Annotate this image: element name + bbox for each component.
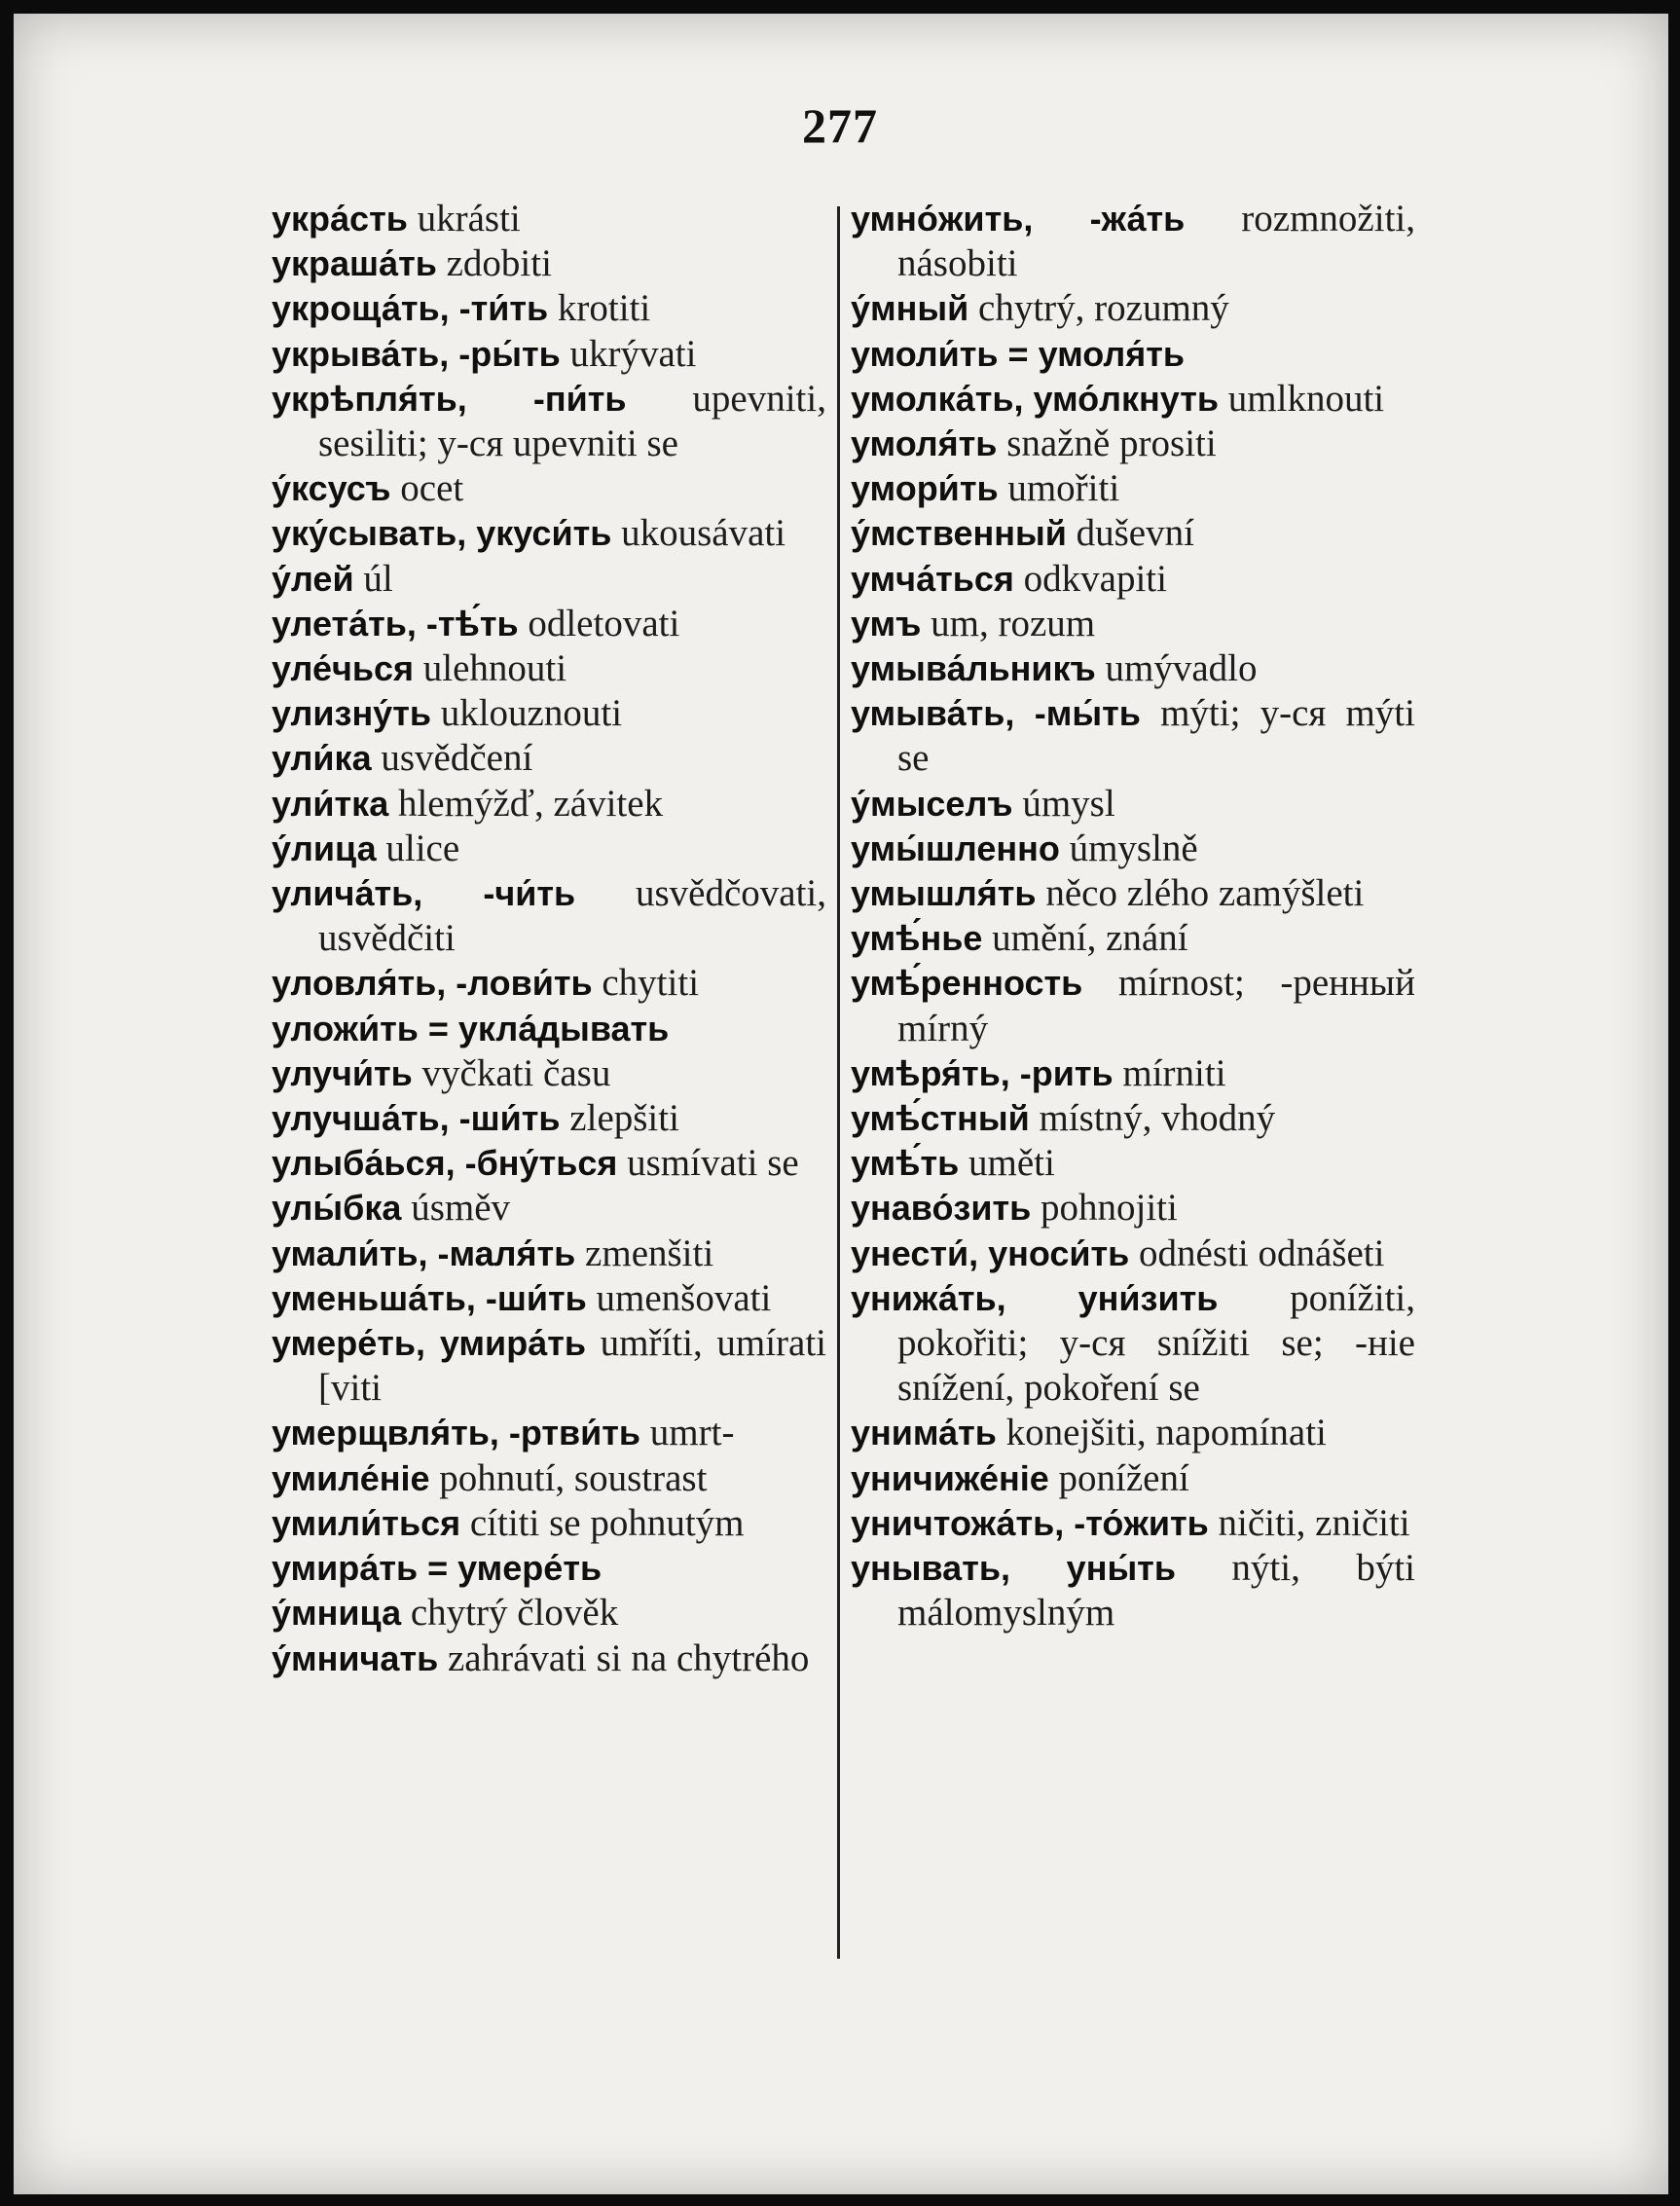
entry-headword: умышля́ть (851, 873, 1037, 914)
right-column (851, 197, 1415, 1636)
entry-headword: умѣ́ренность (851, 963, 1083, 1004)
entry-translation: ničiti, zničiti (1208, 1501, 1410, 1544)
entry-translation: nýti, býti málomyslným (897, 1547, 1415, 1635)
entry-translation: zmenšiti (575, 1232, 714, 1274)
entry-translation: úmysl (1012, 782, 1115, 825)
entry-translation: mírnost; -ренный mírný (897, 962, 1415, 1049)
entry-translation: úsměv (401, 1187, 511, 1230)
entry-headword: уловля́ть, -лови́ть (272, 963, 593, 1004)
dictionary-entry (272, 691, 826, 736)
entry-headword: ули́тка (272, 783, 389, 824)
entry-headword: унима́ть (851, 1413, 997, 1453)
entry-headword: унаво́зить (851, 1188, 1032, 1229)
dictionary-entry (272, 1501, 826, 1546)
entry-translation: úmyslně (1059, 827, 1198, 869)
entry-translation: odnésti odnášeti (1129, 1232, 1385, 1274)
dictionary-entry (272, 241, 826, 286)
entry-translation: usvědčovati, usvědčiti (318, 872, 826, 960)
entry-headword: улучи́ть (272, 1052, 413, 1093)
entry-headword: уложи́ть = укла́дывать (272, 1008, 670, 1048)
entry-headword: уменьша́ть, -ши́ть (272, 1277, 587, 1318)
entry-headword: у́ксусъ (272, 468, 391, 509)
entry-headword: унывать, уны́ть (851, 1548, 1176, 1589)
entry-translation: usmívati se (617, 1142, 799, 1185)
entry-translation: cítiti se pohnutým (460, 1501, 745, 1544)
entry-translation: pohnojiti (1031, 1187, 1178, 1230)
dictionary-entry (272, 827, 826, 871)
dictionary-entry (851, 466, 1415, 511)
entry-translation: ukrývati (560, 332, 697, 375)
dictionary-entry (272, 332, 826, 377)
dictionary-entry (851, 916, 1415, 961)
entry-translation: um, rozum (921, 602, 1096, 644)
entry-headword: умили́ться (272, 1502, 461, 1543)
entry-headword: ули́ка (272, 738, 372, 779)
entry-translation: ocet (390, 467, 464, 510)
entry-translation: rozmnožiti, násobiti (897, 198, 1415, 285)
entry-headword: умыва́ть, -мы́ть (851, 693, 1141, 734)
entry-headword: у́мный (851, 288, 969, 329)
dictionary-entry (851, 1456, 1415, 1501)
dictionary-entry (272, 1546, 826, 1591)
dictionary-entry (272, 1276, 826, 1321)
entry-translation: snažně prositi (997, 423, 1217, 465)
entry-headword: умори́ть (851, 468, 999, 509)
dictionary-entry (851, 1186, 1415, 1231)
entry-headword: унести́, уноси́ть (851, 1232, 1130, 1273)
entry-translation: mírniti (1113, 1051, 1226, 1094)
dictionary-entry (851, 1546, 1415, 1636)
entry-headword: у́лей (272, 558, 354, 599)
dictionary-page (14, 14, 1668, 2194)
dictionary-entry (272, 782, 826, 827)
entry-translation: chytrý, rozumný (968, 287, 1229, 330)
dictionary-entry (272, 1636, 826, 1681)
dictionary-entry (851, 602, 1415, 646)
entry-translation: chytrý člověk (401, 1592, 619, 1635)
entry-headword: умѣ́нье (851, 918, 983, 959)
entry-headword: у́мственный (851, 513, 1067, 554)
entry-headword: улета́ть, -тѣ́ть (272, 603, 519, 643)
dictionary-entry (851, 197, 1415, 286)
entry-translation: uměti (959, 1142, 1055, 1185)
dictionary-entry (272, 197, 826, 241)
dictionary-entry (272, 557, 826, 602)
entry-headword: улучша́ть, -ши́ть (272, 1098, 561, 1139)
entry-headword: умѣ́ть (851, 1143, 960, 1184)
entry-headword: умали́ть, -маля́ть (272, 1232, 576, 1273)
entry-headword: умѣря́ть, -рить (851, 1052, 1114, 1093)
dictionary-entry (272, 1411, 826, 1455)
entry-headword: умерщвля́ть, -ртви́ть (272, 1413, 641, 1453)
dictionary-entry (851, 1051, 1415, 1096)
entry-headword: украша́ть (272, 243, 437, 284)
dictionary-entry (272, 871, 826, 961)
entry-headword: укрѣпля́ть, -пи́ть (272, 378, 627, 419)
entry-translation: ukousávati (611, 512, 786, 555)
entry-translation: zlepšiti (560, 1097, 679, 1140)
dictionary-entry (851, 557, 1415, 602)
dictionary-entry (851, 961, 1415, 1050)
entry-translation: mýti; у-ся mýti se (897, 692, 1415, 780)
entry-headword: укра́сть (272, 199, 408, 239)
dictionary-entry (272, 466, 826, 511)
entry-translation: chytiti (592, 962, 700, 1005)
dictionary-entry (851, 511, 1415, 556)
entry-translation: ponížení (1048, 1456, 1189, 1499)
dictionary-entry (851, 782, 1415, 827)
entry-translation: konejšiti, napomínati (996, 1412, 1327, 1454)
entry-translation: duševní (1066, 512, 1194, 555)
entry-translation: odkvapiti (1013, 557, 1167, 600)
entry-headword: умира́ть = умере́ть (272, 1548, 603, 1589)
entry-translation: umenšovati (586, 1276, 772, 1319)
left-column (272, 197, 826, 1681)
entry-headword: улыба́ься, -бну́ться (272, 1143, 618, 1184)
dictionary-entry (851, 1501, 1415, 1546)
dictionary-entry (272, 602, 826, 646)
entry-headword: у́мыселъ (851, 783, 1013, 824)
dictionary-entry (851, 1096, 1415, 1141)
entry-headword: у́лица (272, 827, 377, 868)
entry-translation: vyčkati času (412, 1051, 611, 1094)
entry-headword: умѣ́стный (851, 1098, 1030, 1139)
entry-translation: hlemýžď, závitek (388, 782, 664, 825)
entry-headword: умоли́ть = умоля́ть (851, 333, 1186, 374)
entry-translation: umořiti (998, 467, 1120, 510)
entry-headword: укрыва́ть, -ры́ть (272, 333, 561, 374)
entry-headword: уничиже́ніе (851, 1457, 1049, 1498)
dictionary-entry (272, 1007, 826, 1051)
entry-headword: умере́ть, умира́ть (272, 1323, 586, 1364)
dictionary-entry (272, 646, 826, 691)
dictionary-entry (272, 961, 826, 1006)
entry-translation: umlknouti (1219, 377, 1385, 420)
entry-headword: умъ (851, 603, 922, 643)
dictionary-entry (851, 377, 1415, 422)
dictionary-entry (272, 1141, 826, 1186)
dictionary-entry (851, 1232, 1415, 1276)
entry-translation: místný, vhodný (1029, 1097, 1276, 1140)
entry-translation: zdobiti (436, 242, 552, 285)
entry-headword: умыва́льникъ (851, 648, 1096, 689)
entry-headword: умоля́ть (851, 423, 998, 464)
entry-translation: umývadlo (1095, 647, 1258, 690)
entry-headword: улы́бка (272, 1188, 402, 1229)
dictionary-entry (851, 286, 1415, 331)
entry-translation: něco zlého zamýšleti (1036, 872, 1365, 915)
entry-headword: уничтожа́ть, -то́жить (851, 1502, 1209, 1543)
entry-translation: ulehnouti (414, 647, 567, 690)
column-divider (837, 206, 840, 1959)
entry-translation: umříti, umírati [viti (318, 1322, 826, 1410)
entry-translation: uklouznouti (430, 692, 623, 735)
entry-translation: usvědčení (371, 737, 533, 780)
entry-headword: умча́ться (851, 558, 1014, 599)
entry-headword: улизну́ть (272, 693, 431, 734)
dictionary-entry (272, 377, 826, 466)
dictionary-entry (851, 646, 1415, 691)
entry-headword: умолка́ть, умо́лкнуть (851, 378, 1220, 419)
dictionary-entry (851, 332, 1415, 377)
entry-headword: уку́сывать, укуси́ть (272, 513, 612, 554)
dictionary-entry (272, 1456, 826, 1501)
entry-headword: умы́шленно (851, 827, 1060, 868)
entry-headword: умиле́ніе (272, 1457, 430, 1498)
dictionary-entry (851, 1411, 1415, 1455)
entry-headword: умно́жить, -жа́ть (851, 199, 1186, 239)
entry-translation: ulice (376, 827, 460, 869)
entry-headword: у́мничать (272, 1637, 439, 1678)
dictionary-entry (272, 1096, 826, 1141)
entry-headword: уле́чься (272, 648, 415, 689)
entry-headword: укроща́ть, -ти́ть (272, 288, 549, 329)
dictionary-entry (851, 1141, 1415, 1186)
page-number: 277 (802, 98, 878, 153)
dictionary-entry (851, 827, 1415, 871)
dictionary-entry (272, 1232, 826, 1276)
entry-translation: odletovati (518, 602, 680, 644)
entry-translation: krotiti (548, 287, 651, 330)
dictionary-entry (272, 286, 826, 331)
dictionary-entry (851, 1276, 1415, 1412)
entry-headword: улича́ть, -чи́ть (272, 873, 576, 914)
entry-headword: у́мница (272, 1593, 402, 1634)
dictionary-entry (272, 511, 826, 556)
entry-translation: upevniti, sesiliti; у-ся upevniti se (318, 377, 826, 465)
dictionary-entry (851, 422, 1415, 466)
dictionary-entry (851, 691, 1415, 781)
dictionary-entry (272, 736, 826, 781)
entry-translation: pohnutí, soustrast (429, 1456, 708, 1499)
dictionary-entry (272, 1591, 826, 1636)
entry-translation: zahrávati si na chytrého (438, 1636, 810, 1679)
dictionary-entry (272, 1321, 826, 1411)
entry-translation: ponížiti, pokořiti; у-ся snížiti se; -ніе snížení, pokoření se (897, 1276, 1415, 1410)
entry-headword: унижа́ть, уни́зить (851, 1277, 1219, 1318)
dictionary-entry (851, 871, 1415, 916)
entry-translation: úl (353, 557, 393, 600)
dictionary-entry (272, 1051, 826, 1096)
entry-translation: umění, znání (982, 917, 1188, 960)
entry-translation: ukrásti (407, 198, 521, 239)
entry-translation: umrt- (640, 1412, 735, 1454)
dictionary-entry (272, 1186, 826, 1231)
